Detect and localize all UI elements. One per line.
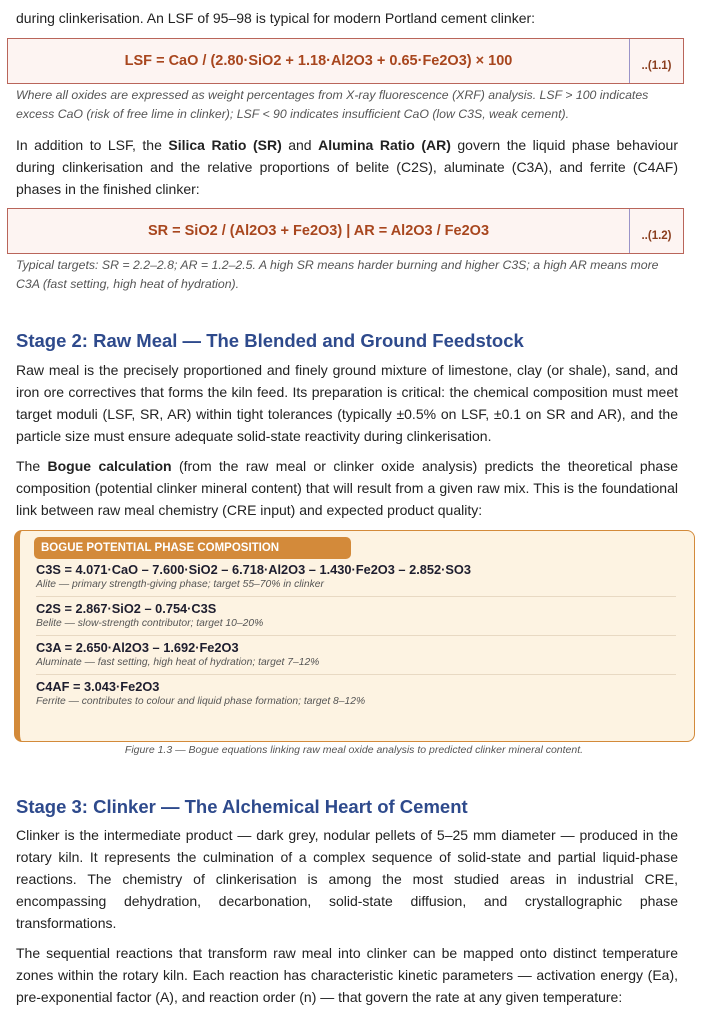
stage2-paragraph-2 (16, 455, 678, 521)
term-alumina-ratio: Alumina Ratio (AR) (318, 137, 451, 153)
bogue-formula: C4AF = 3.043·Fe2O3 (36, 679, 160, 694)
bogue-equation-c3a (36, 640, 676, 675)
text-run: (from the raw meal or clinker oxide analysis) predicts the theoretical phase composition (potential clinker mineral content) that will result from a given raw mix. This is the foundational link between raw meal chemistry (CRE input) and expected product quality: (16, 458, 678, 518)
equation-box-sr-ar (7, 208, 684, 254)
bogue-box-title: BOGUE POTENTIAL PHASE COMPOSITION (34, 537, 351, 559)
equation-note: Typical targets: SR = 2.2–2.8; AR = 1.2–2.5. A high SR means harder burning and higher C3S; a high AR means more C3A (fast setting, high heat of hydration). (16, 258, 659, 291)
section-heading-stage-3: Stage 3: Clinker — The Alchemical Heart of Cement (16, 796, 468, 817)
figure-caption: Figure 1.3 — Bogue equations linking raw meal oxide analysis to predicted clinker mineral content. (124, 744, 584, 756)
text-run: govern the liquid phase behaviour during clinkerisation and the relative proportions of belite (C2S), aluminate (C3A), and ferrite (C4AF) phases in the finished clinker: (16, 137, 678, 197)
equation-sr-ar: SR = SiO2 / (Al2O3 + Fe2O3) | AR = Al2O3 / Fe2O3 (147, 223, 490, 239)
bogue-description: Ferrite — contributes to colour and liquid phase formation; target 8–12% (36, 696, 366, 707)
term-silica-ratio: Silica Ratio (SR) (168, 137, 282, 153)
term-bogue-calculation: Bogue calculation (47, 458, 172, 474)
bogue-formula: C2S = 2.867·SiO2 – 0.754·C3S (36, 601, 217, 616)
sr-ar-paragraph (16, 134, 678, 200)
text-run: and (281, 137, 319, 153)
bogue-equation-c4af (36, 679, 676, 709)
stage3-paragraph-1: Clinker is the intermediate product — dark grey, nodular pellets of 5–25 mm diameter — produced in the rotary kiln. It represents the culmination of a complex sequence of solid-state and partial liquid-phase reactions. The chemistry of clinkerisation is among the most studied areas in industrial CRE, encompassing dehydration, decarbonation, solid-state diffusion, and crystallographic phase transformations. (16, 827, 678, 931)
stage2-paragraph-1: Raw meal is the precisely proportioned and finely ground mixture of limestone, clay (or shale), sand, and iron ore correctives that forms the kiln feed. Its preparation is critical: the chemical composition must meet target moduli (LSF, SR, AR) within tight tolerances (typically ±0.5% on LSF, ±0.1 on SR and AR), and the particle size must ensure adequate solid-state reactivity during clinkerisation. (16, 362, 678, 444)
bogue-description: Alite — primary strength-giving phase; target 55–70% in clinker (36, 579, 324, 590)
bogue-formula: C3A = 2.650·Al2O3 – 1.692·Fe2O3 (36, 640, 239, 655)
equation-lsf: LSF = CaO / (2.80·SiO2 + 1.18·Al2O3 + 0.65·Fe2O3) × 100 (124, 53, 513, 69)
equation-note: Where all oxides are expressed as weight percentages from X-ray fluorescence (XRF) analysis. LSF > 100 indicates excess CaO (risk of free lime in clinker); LSF < 90 indicates insufficient CaO (low C3S, weak cement). (16, 88, 649, 121)
stage3-paragraph-2: The sequential reactions that transform raw meal into clinker can be mapped onto distinct temperature zones within the rotary kiln. Each reaction has characteristic kinetic parameters — activation energy (Ea), pre-exponential factor (A), and reaction order (n) — that govern the rate at any given temperature: (16, 945, 678, 1005)
equation-box-lsf (7, 38, 684, 84)
bogue-description: Aluminate — fast setting, high heat of hydration; target 7–12% (36, 657, 320, 668)
bogue-formula: C3S = 4.071·CaO – 7.600·SiO2 – 6.718·Al2O3 – 1.430·Fe2O3 – 2.852·SO3 (36, 562, 472, 577)
equation-number: ..(1.2) (629, 209, 683, 253)
text-run: The (16, 458, 48, 474)
bogue-equation-c3s (36, 562, 676, 597)
bogue-description: Belite — slow-strength contributor; target 10–20% (36, 618, 264, 629)
text-run: In addition to LSF, the (16, 137, 169, 153)
bogue-equation-c2s (36, 601, 676, 636)
intro-text: during clinkerisation. An LSF of 95–98 is typical for modern Portland cement clinker: (16, 10, 536, 26)
bogue-callout-box (14, 530, 695, 742)
section-heading-stage-2: Stage 2: Raw Meal — The Blended and Ground Feedstock (16, 330, 524, 351)
equation-number: ..(1.1) (629, 39, 683, 83)
